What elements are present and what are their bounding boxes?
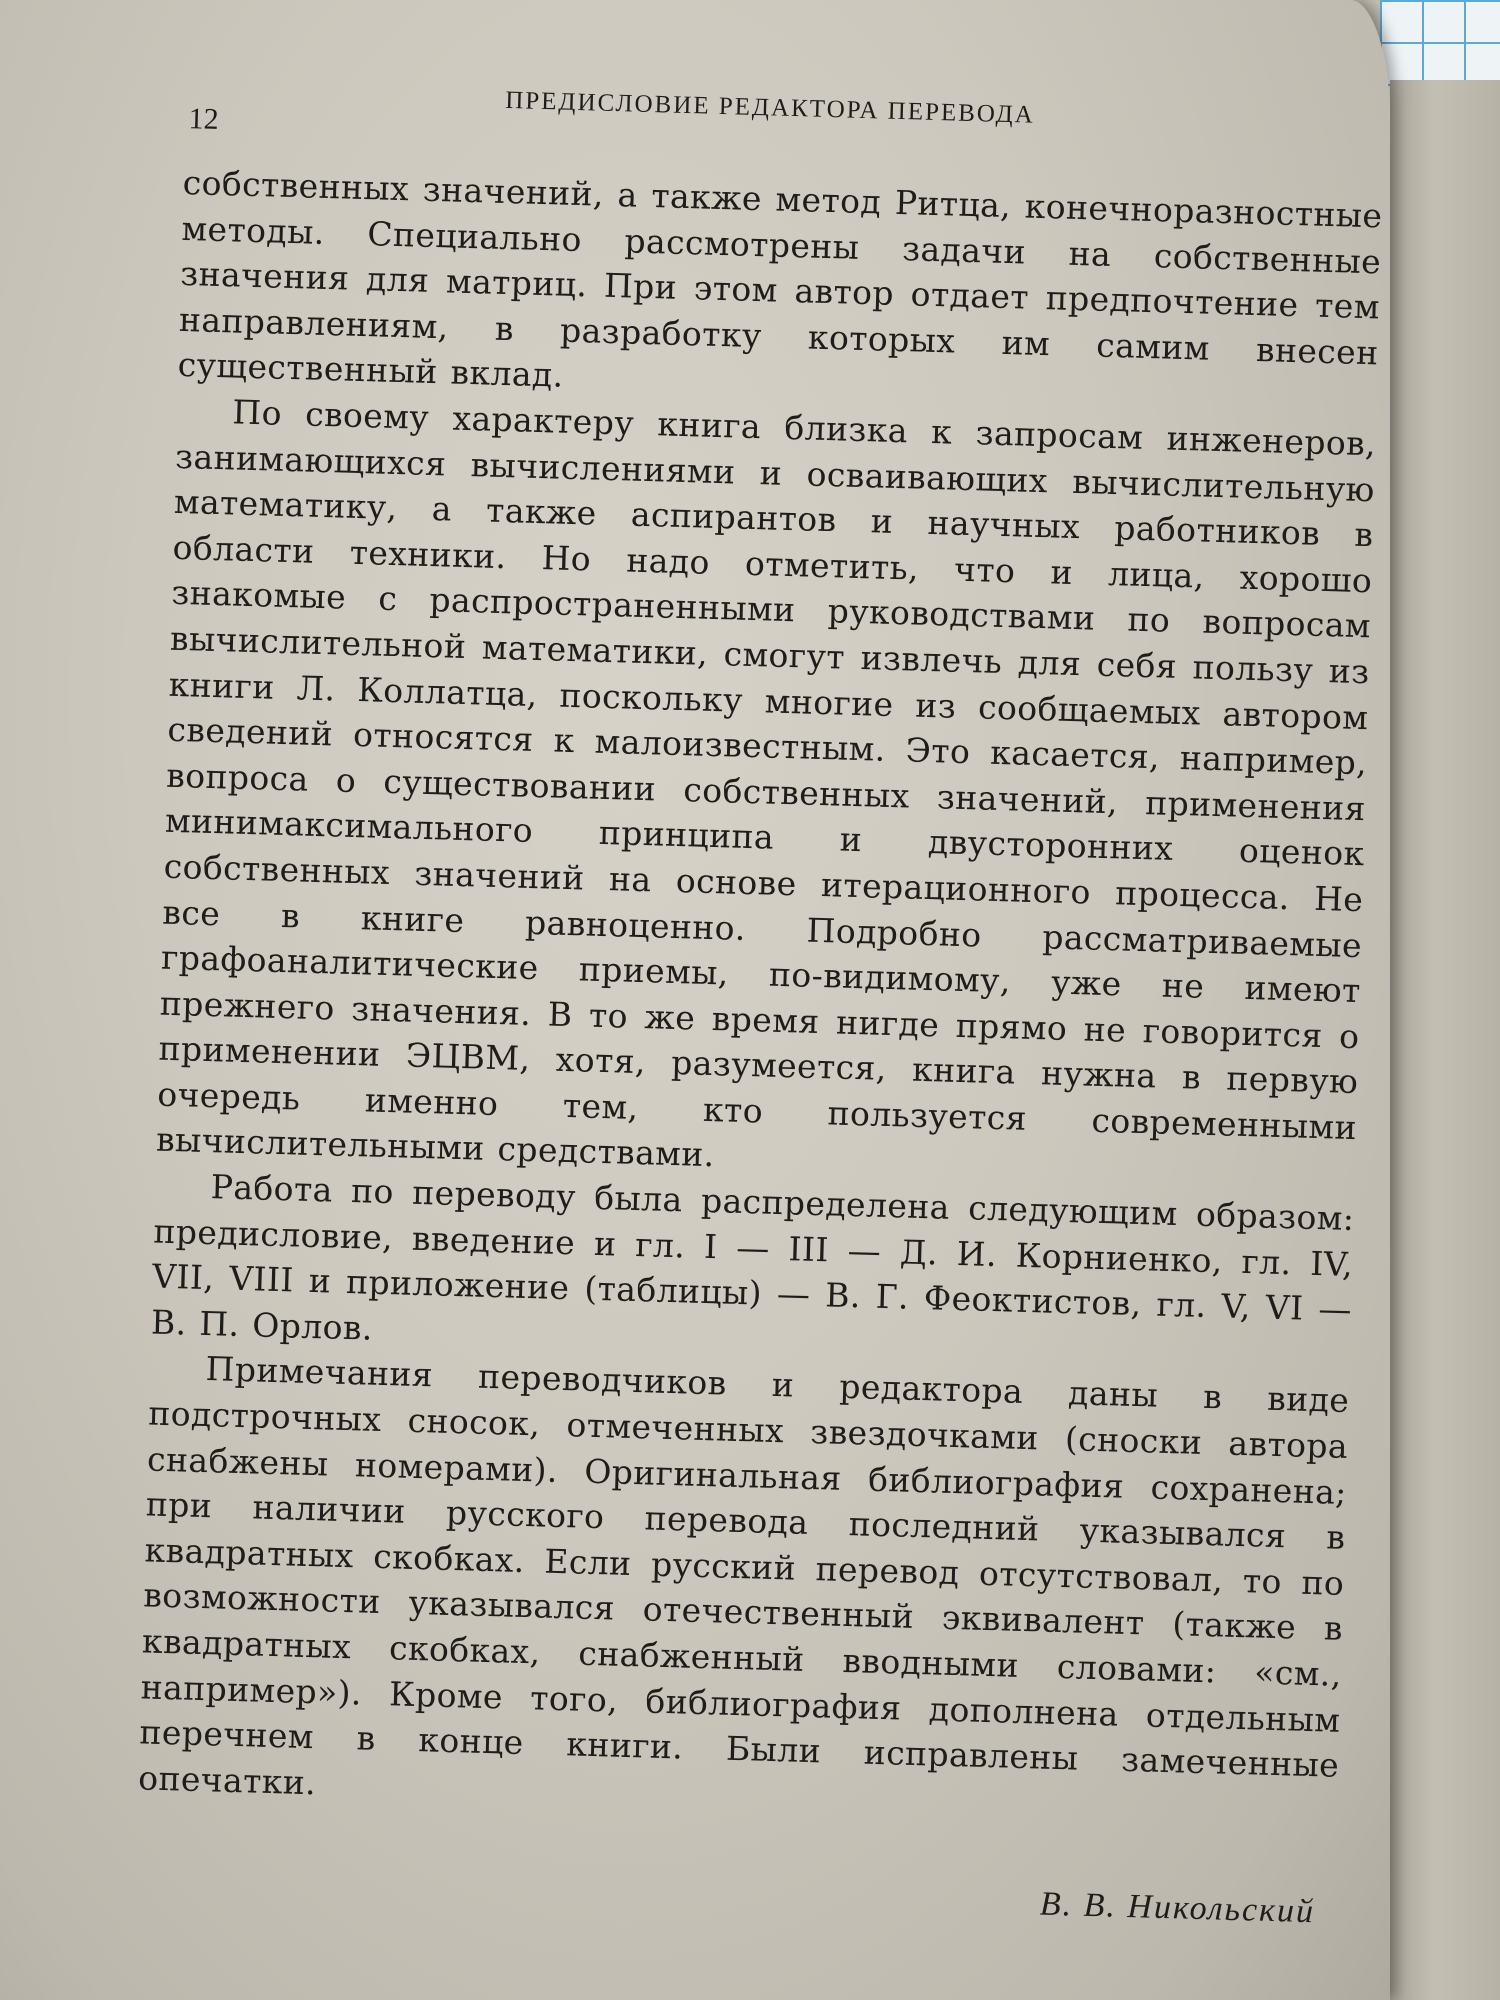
paragraph-1: собственных значений, а также метод Ритца, конечноразностные методы. Специально рассмотрены задачи на собственные значения для матриц. При этом автор отдает предпочтение тем направлениям, в разработку которых им самим внесен существенный вклад. [177,162,1383,396]
page-number: 12 [188,102,220,136]
paragraph-2: По своему характеру книга близка к запросам инженеров, занимающихся вычислениями и осваивающих вычислительную математику, а также аспирантов и научных работников в области техники. Но надо отметить, что и лица, хорошо знакомые с распространенными руководствами по вопросам вычислительной математики, смогут извлечь для себя пользу из книги Л. Коллатца, поскольку многие из сообщаемых автором сведений относятся к малоизвестным. Это касается, например, вопроса о существовании собственных значений, применения минимаксимального принципа и двусторонних оценок собственных значений на основе итерационного процесса. Не все в книге равноценно. Подробно рассматриваемые графоаналитические приемы, по-видимому, уже не имеют прежнего значения. В то же время нигде прямо не говорится о применении ЭЦВМ, хотя, разумеется, книга нужна в первую очередь именно тем, кто пользуется современными вычислительными средствами. [155,392,1377,1175]
editor-signature: В. В. Никольский [1039,1885,1316,1931]
paragraph-4: Примечания переводчиков и редактора даны в виде подстрочных сносок, отмеченных звездочками (сноски автора снабжены номерами). Оригинальная библиография сохранена; при наличии русского перевода последний указывался в квадратных скобках. Если русский перевод отсутствовал, то по возможности указывался отечественный эквивалент (также в квадратных скобках, снабженный вводными словами: «см., например»). Кроме того, библиография дополнена отдельным перечнем в конце книги. Были исправлены замеченные опечатки. [137,1349,1350,1803]
running-head: ПРЕДИСЛОВИЕ РЕДАКТОРА ПЕРЕВОДА [504,86,1036,129]
paragraph-3: Работа по переводу была распределена следующим образом: предисловие, введение и гл. I — III — Д. И. Корниенко, гл. IV, VII, VIII и приложение (таблицы) — В. Г. Феоктистов, гл. V, VI — В. П. Орлов. [150,1167,1355,1348]
adjacent-page-edge [1390,80,1500,2000]
page-header [184,70,1385,173]
page-content [135,70,1386,1932]
body-text [138,160,1383,1834]
